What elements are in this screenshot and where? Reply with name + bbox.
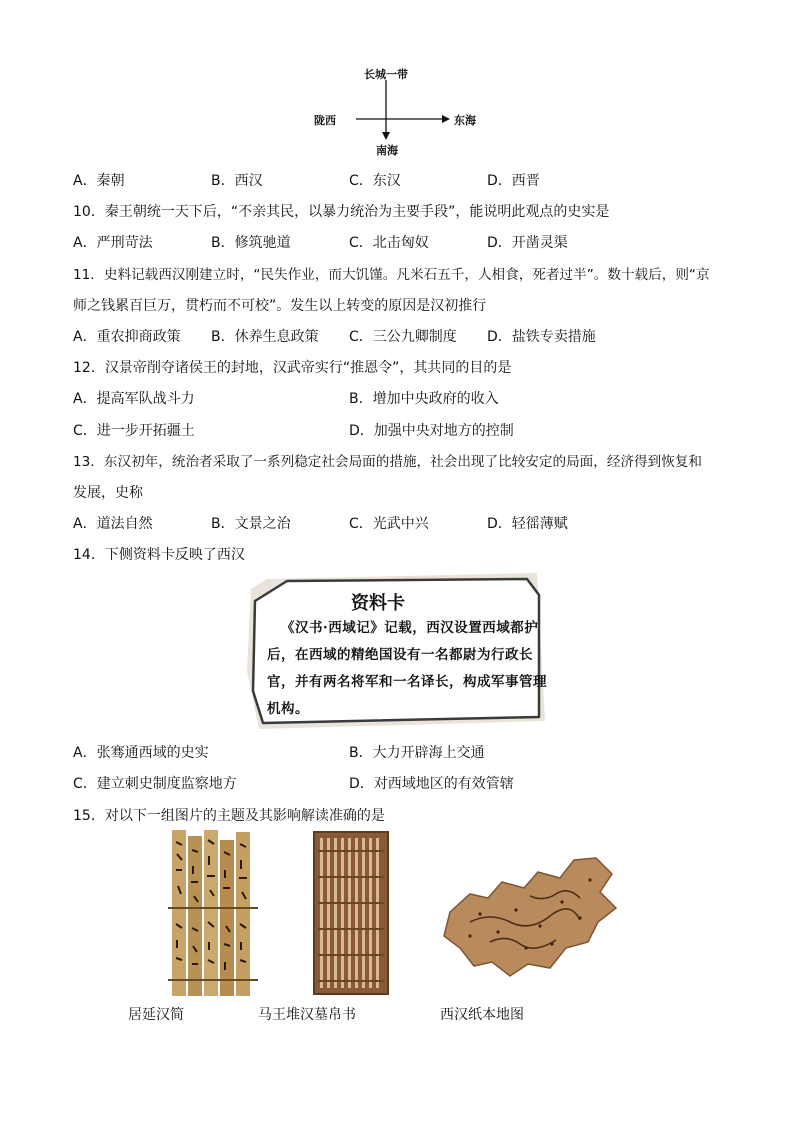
q14-option-b[interactable]: B．大力开辟海上交通: [349, 745, 485, 761]
caption-western-han-paper-map: 西汉纸本地图: [440, 1007, 524, 1023]
q11-option-b[interactable]: B．休养生息政策: [211, 329, 319, 345]
q11-option-a[interactable]: A．重农抑商政策: [73, 329, 181, 345]
q10-stem: 10．秦王朝统一天下后，“不亲其民，以暴力统治为主要手段”，能说明此观点的史实是: [73, 204, 610, 220]
q9-option-a[interactable]: A．秦朝: [73, 173, 125, 189]
q11-stem-line2: 师之钱累百巨万，贯朽而不可校”。发生以上转变的原因是汉初推行: [73, 298, 487, 314]
q9-option-d[interactable]: D．西晋: [487, 173, 540, 189]
q12-option-c[interactable]: C．进一步开拓疆土: [73, 423, 195, 439]
q13-stem-line2: 发展，史称: [73, 485, 143, 501]
q10-option-a[interactable]: A．严刑苛法: [73, 235, 153, 251]
q12-stem: 12．汉景帝削夺诸侯王的封地，汉武帝实行“推恩令”，其共同的目的是: [73, 360, 512, 376]
q12-option-b[interactable]: B．增加中央政府的收入: [349, 391, 499, 407]
q12-option-a[interactable]: A．提高军队战斗力: [73, 391, 195, 407]
card-body: [267, 615, 547, 723]
q9-option-c[interactable]: C．东汉: [349, 173, 401, 189]
q14-option-a[interactable]: A．张骞通西域的史实: [73, 745, 209, 761]
q13-option-b[interactable]: B．文景之治: [211, 516, 291, 532]
label-south-sea: 南海: [376, 144, 398, 157]
q10-option-d[interactable]: D．开凿灵渠: [487, 235, 568, 251]
caption-juyan-bamboo-slips: 居延汉简: [128, 1007, 184, 1023]
card-line-4: 机构。: [267, 701, 309, 717]
direction-diagram: [300, 68, 500, 158]
caption-mawangdui-silk-book: 马王堆汉墓帛书: [258, 1007, 356, 1023]
q12-option-d[interactable]: D．加强中央对地方的控制: [349, 423, 514, 439]
label-great-wall: 长城一带: [364, 68, 408, 81]
label-east-sea: 东海: [454, 114, 476, 127]
q14-stem: 14．下侧资料卡反映了西汉: [73, 547, 245, 563]
q13-option-a[interactable]: A．道法自然: [73, 516, 153, 532]
q14-option-c[interactable]: C．建立刺史制度监察地方: [73, 776, 237, 792]
q13-option-d[interactable]: D．轻徭薄赋: [487, 516, 568, 532]
q13-stem-line1: 13．东汉初年，统治者采取了一系列稳定社会局面的措施，社会出现了比较安定的局面，经济得到恢复和: [73, 454, 703, 470]
q11-stem-line1: 11．史料记载西汉刚建立时，“民失作业，而大饥馑。凡米石五千，人相食，死者过半”。数十载后，则“京: [73, 267, 710, 283]
western-han-paper-map-image: [440, 852, 620, 982]
q14-option-d[interactable]: D．对西域地区的有效管辖: [349, 776, 514, 792]
card-line-2: 后，在西域的精绝国设有一名都尉为行政长: [267, 647, 533, 663]
q11-option-d[interactable]: D．盐铁专卖措施: [487, 329, 596, 345]
q10-option-b[interactable]: B．修筑驰道: [211, 235, 291, 251]
card-title: 资料卡: [351, 593, 405, 614]
info-card: [247, 571, 547, 731]
label-longxi: 陇西: [314, 114, 336, 127]
mawangdui-silk-book-image: [312, 830, 390, 996]
q9-option-b[interactable]: B．西汉: [211, 173, 263, 189]
juyan-bamboo-slips-image: [168, 830, 258, 996]
q10-option-c[interactable]: C．北击匈奴: [349, 235, 429, 251]
q13-option-c[interactable]: C．光武中兴: [349, 516, 429, 532]
card-line-3: 官，并有两名将军和一名译长，构成军事管理: [267, 674, 547, 690]
q11-option-c[interactable]: C．三公九卿制度: [349, 329, 457, 345]
card-line-1: 《汉书·西域记》记载，西汉设置西域都护: [281, 620, 539, 636]
q15-stem: 15．对以下一组图片的主题及其影响解读准确的是: [73, 808, 385, 824]
